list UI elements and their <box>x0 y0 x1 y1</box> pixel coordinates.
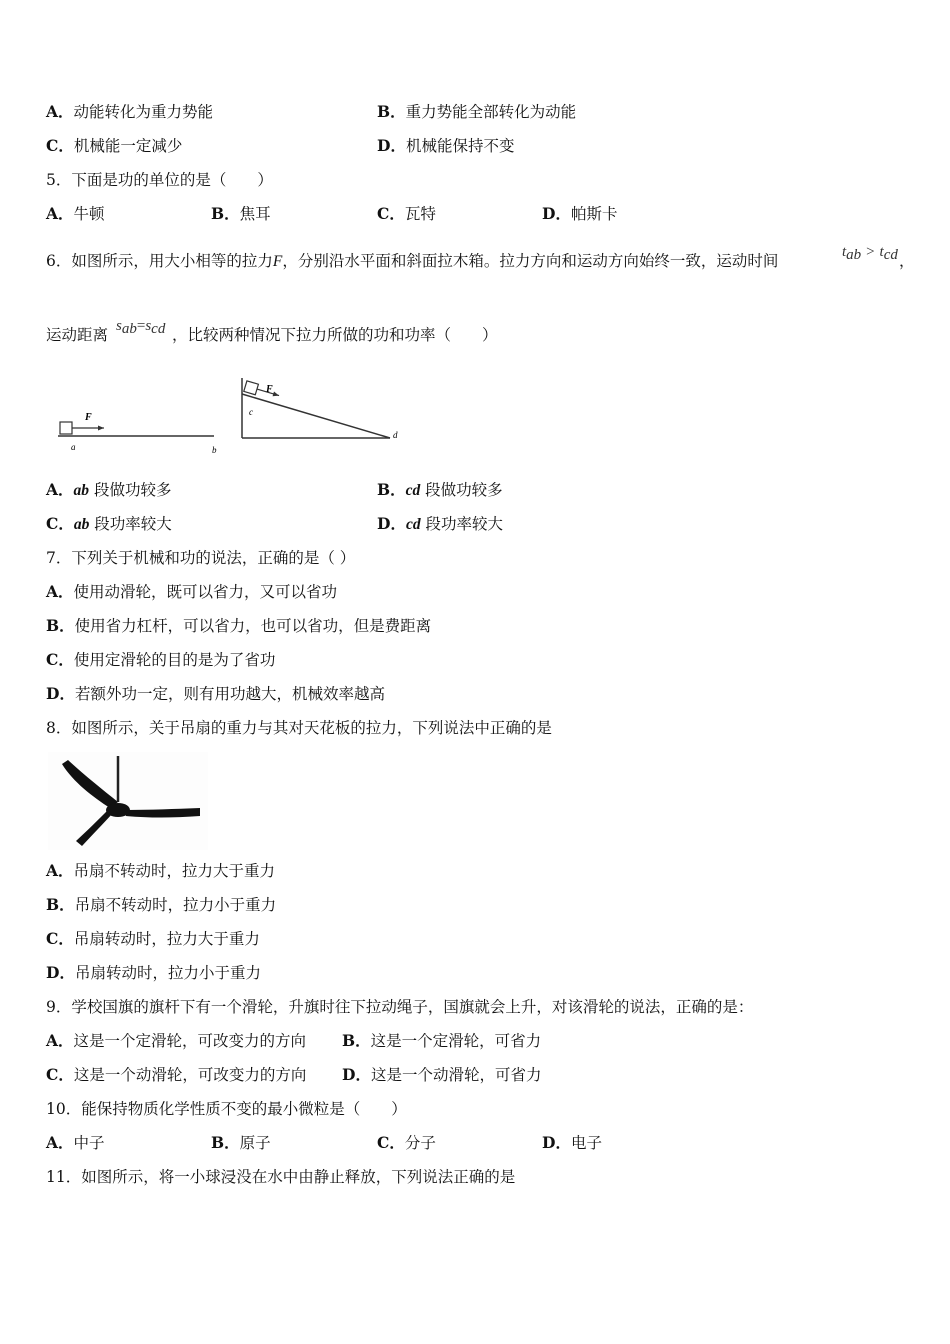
q9-option-c: C．这是一个动滑轮，可改变力的方向 <box>46 1065 307 1084</box>
q6-option-d: D．cd 段功率较大 <box>377 514 504 533</box>
label-b: b <box>212 445 217 455</box>
ceiling-fan-figure <box>48 752 208 850</box>
q6-distance-relation: sab=scd <box>116 318 166 337</box>
q8-option-a: A．吊扇不转动时，拉力大于重力 <box>46 861 276 880</box>
label-c: c <box>249 407 253 417</box>
q4-option-a: A．动能转化为重力势能 <box>46 102 214 121</box>
q10-option-d: D．电子 <box>542 1133 602 1152</box>
q8-option-b: B．吊扇不转动时，拉力小于重力 <box>46 895 277 914</box>
horizontal-plane-figure <box>52 405 227 457</box>
q4-option-c: C．机械能一定减少 <box>46 136 183 155</box>
q9-option-b: B．这是一个定滑轮，可省力 <box>342 1031 542 1050</box>
q6-stem-line2: 运动距离 <box>46 326 109 344</box>
q5-option-d: D．帕斯卡 <box>542 204 618 223</box>
force-symbol: F <box>272 253 283 270</box>
q6-stem-line1: 6．如图所示，用大小相等的拉力F，分别沿水平面和斜面拉木箱。拉力方向和运动方向始终一致，运动时间 <box>46 252 779 270</box>
q7-option-a: A．使用动滑轮，既可以省力，又可以省功 <box>46 582 338 601</box>
q7-option-b: B．使用省力杠杆，可以省力，也可以省功，但是费距离 <box>46 616 432 635</box>
q8-option-d: D．吊扇转动时，拉力小于重力 <box>46 963 261 982</box>
q4-option-d: D．机械能保持不变 <box>377 136 515 155</box>
incline-figure <box>236 374 406 458</box>
q6-option-a: A．ab 段做功较多 <box>46 480 172 499</box>
force-arrowhead-2 <box>273 392 280 399</box>
q4-option-b: B．重力势能全部转化为动能 <box>377 102 577 121</box>
crate-a <box>60 422 72 434</box>
q10-option-c: C．分子 <box>377 1133 436 1152</box>
label-F2: F <box>266 384 273 395</box>
label-d: d <box>393 430 398 440</box>
q6-stem-line2-rest: ，比较两种情况下拉力所做的功和功率（ ） <box>172 326 498 344</box>
q6-time-relation: tab > tcd <box>842 244 898 263</box>
q5-option-b: B．焦耳 <box>211 204 271 223</box>
q6-stem-comma: ， <box>899 252 915 270</box>
label-F1: F <box>85 412 92 423</box>
q11-stem: 11．如图所示，将一小球浸没在水中由静止释放，下列说法正确的是 <box>46 1168 516 1186</box>
fan-motor-hub <box>106 803 130 817</box>
q10-option-a: A．中子 <box>46 1133 105 1152</box>
incline-slope <box>242 394 390 438</box>
q9-option-a: A．这是一个定滑轮，可改变力的方向 <box>46 1031 307 1050</box>
q8-stem: 8．如图所示，关于吊扇的重力与其对天花板的拉力，下列说法中正确的是 <box>46 719 552 737</box>
q7-stem: 7．下列关于机械和功的说法，正确的是（ ） <box>46 549 356 567</box>
q6-option-b: B．cd 段做功较多 <box>377 480 503 499</box>
q10-stem: 10．能保持物质化学性质不变的最小微粒是（ ） <box>46 1100 407 1118</box>
label-a: a <box>71 442 76 452</box>
q5-option-a: A．牛顿 <box>46 204 105 223</box>
q7-option-d: D．若额外功一定，则有用功越大，机械效率越高 <box>46 684 385 703</box>
q7-option-c: C．使用定滑轮的目的是为了省功 <box>46 650 276 669</box>
q5-stem: 5．下面是功的单位的是（ ） <box>46 171 273 189</box>
q10-option-b: B．原子 <box>211 1133 271 1152</box>
q9-option-d: D．这是一个动滑轮，可省力 <box>342 1065 542 1084</box>
force-arrowhead-1 <box>98 426 104 431</box>
crate-c-group <box>244 381 281 402</box>
q6-option-c: C．ab 段功率较大 <box>46 514 172 533</box>
q9-stem: 9．学校国旗的旗杆下有一个滑轮，升旗时往下拉动绳子，国旗就会上升，对该滑轮的说法，正确的是： <box>46 998 754 1016</box>
crate-c <box>244 381 259 395</box>
q8-option-c: C．吊扇转动时，拉力大于重力 <box>46 929 260 948</box>
q5-option-c: C．瓦特 <box>377 204 436 223</box>
